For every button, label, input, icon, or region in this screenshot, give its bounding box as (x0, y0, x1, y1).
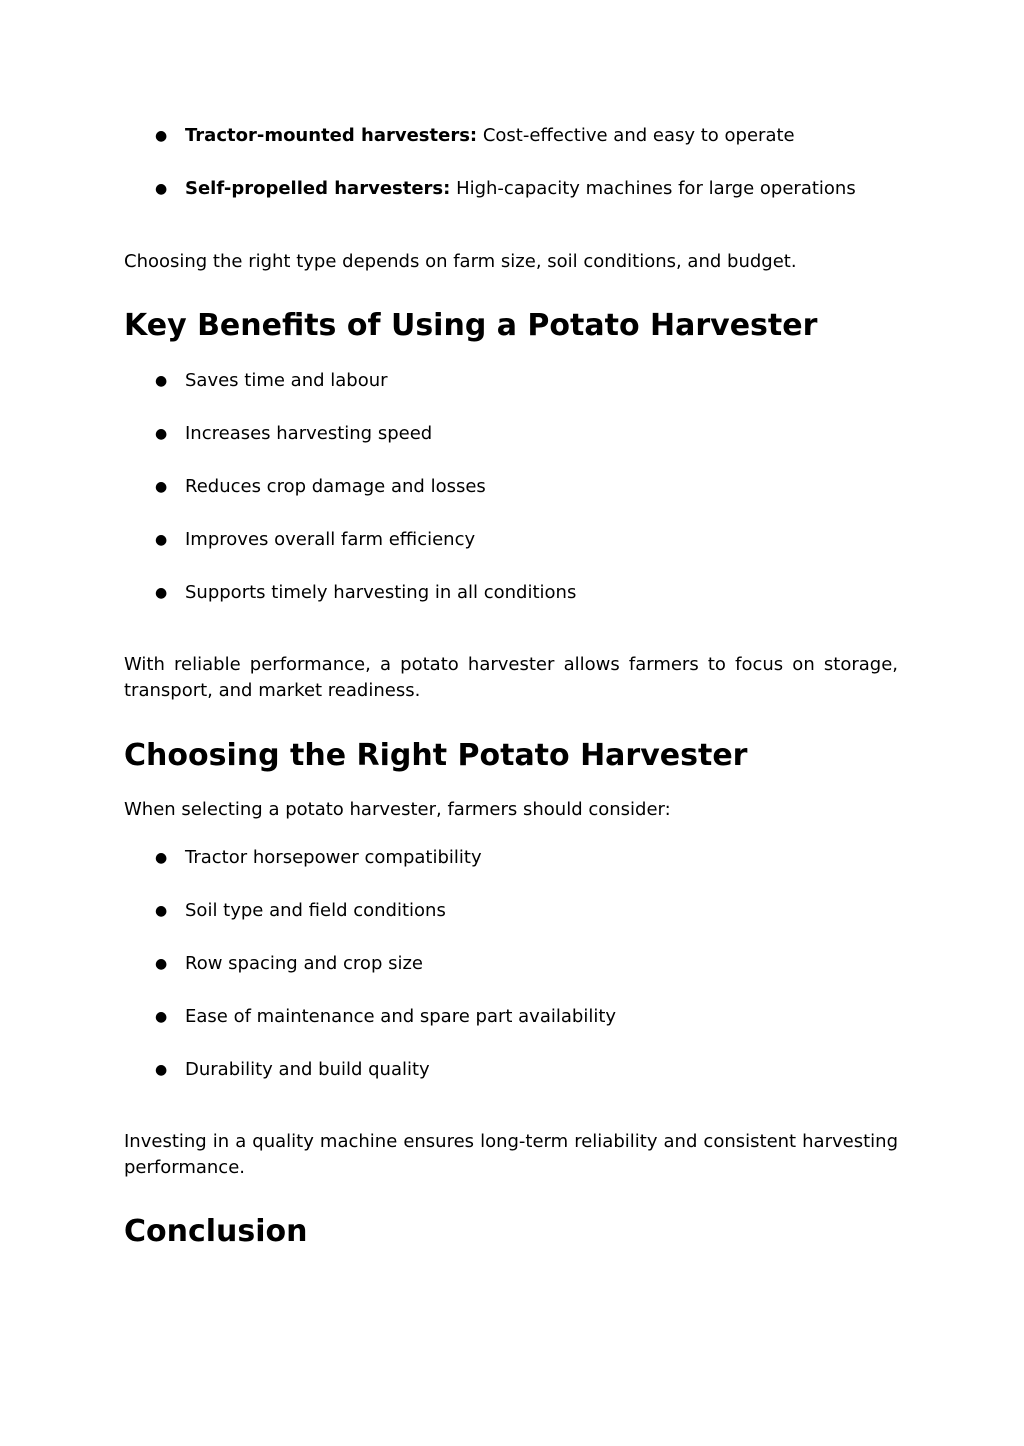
list-item (124, 475, 898, 499)
list-item-text: Supports timely harvesting in all conditions (185, 582, 577, 603)
list-item-text: Ease of maintenance and spare part availability (185, 1006, 617, 1027)
list-item-text: Cost-effective and easy to operate (477, 125, 795, 146)
conclusion-heading: Conclusion (124, 1214, 308, 1249)
choosing-paragraph: Investing in a quality machine ensures long-term reliability and consistent harvesting performance. (124, 1131, 898, 1178)
list-item-text: Durability and build quality (185, 1059, 430, 1080)
list-item-text: Tractor horsepower compatibility (185, 847, 482, 868)
bullet-icon: ● (155, 1009, 168, 1025)
list-item (124, 528, 898, 552)
list-item (124, 177, 898, 201)
bullet-icon: ● (155, 479, 168, 495)
bullet-icon: ● (155, 956, 168, 972)
list-item (124, 899, 898, 923)
list-item-text: High-capacity machines for large operations (450, 178, 856, 199)
list-item (124, 581, 898, 605)
choosing-list (124, 846, 898, 1082)
list-item-text: Soil type and field conditions (185, 900, 446, 921)
harvester-types-list (124, 124, 898, 201)
list-item (124, 124, 898, 148)
list-item-text: Reduces crop damage and losses (185, 476, 486, 497)
bullet-icon: ● (155, 850, 168, 866)
bullet-icon: ● (155, 426, 168, 442)
list-item-text: Improves overall farm efficiency (185, 529, 476, 550)
benefits-list (124, 369, 898, 605)
benefits-paragraph: With reliable performance, a potato harvester allows farmers to focus on storage, transport, and market readiness. (124, 654, 898, 701)
bullet-icon: ● (155, 585, 168, 601)
list-item-lead: Self-propelled harvesters: (185, 178, 451, 199)
list-item-text: Increases harvesting speed (185, 423, 433, 444)
choosing-intro: When selecting a potato harvester, farmers should consider: (124, 799, 671, 820)
list-item (124, 1058, 898, 1082)
list-item (124, 369, 898, 393)
bullet-icon: ● (155, 532, 168, 548)
benefits-heading: Key Benefits of Using a Potato Harvester (124, 308, 818, 343)
list-item-lead: Tractor-mounted harvesters: (185, 125, 478, 146)
list-item (124, 846, 898, 870)
bullet-icon: ● (155, 373, 168, 389)
bullet-icon: ● (155, 903, 168, 919)
types-paragraph: Choosing the right type depends on farm size, soil conditions, and budget. (124, 251, 797, 272)
bullet-icon: ● (155, 128, 168, 144)
list-item-text: Saves time and labour (185, 370, 388, 391)
list-item-text: Row spacing and crop size (185, 953, 423, 974)
list-item (124, 952, 898, 976)
bullet-icon: ● (155, 181, 168, 197)
list-item (124, 422, 898, 446)
bullet-icon: ● (155, 1062, 168, 1078)
list-item (124, 1005, 898, 1029)
choosing-heading: Choosing the Right Potato Harvester (124, 738, 748, 773)
